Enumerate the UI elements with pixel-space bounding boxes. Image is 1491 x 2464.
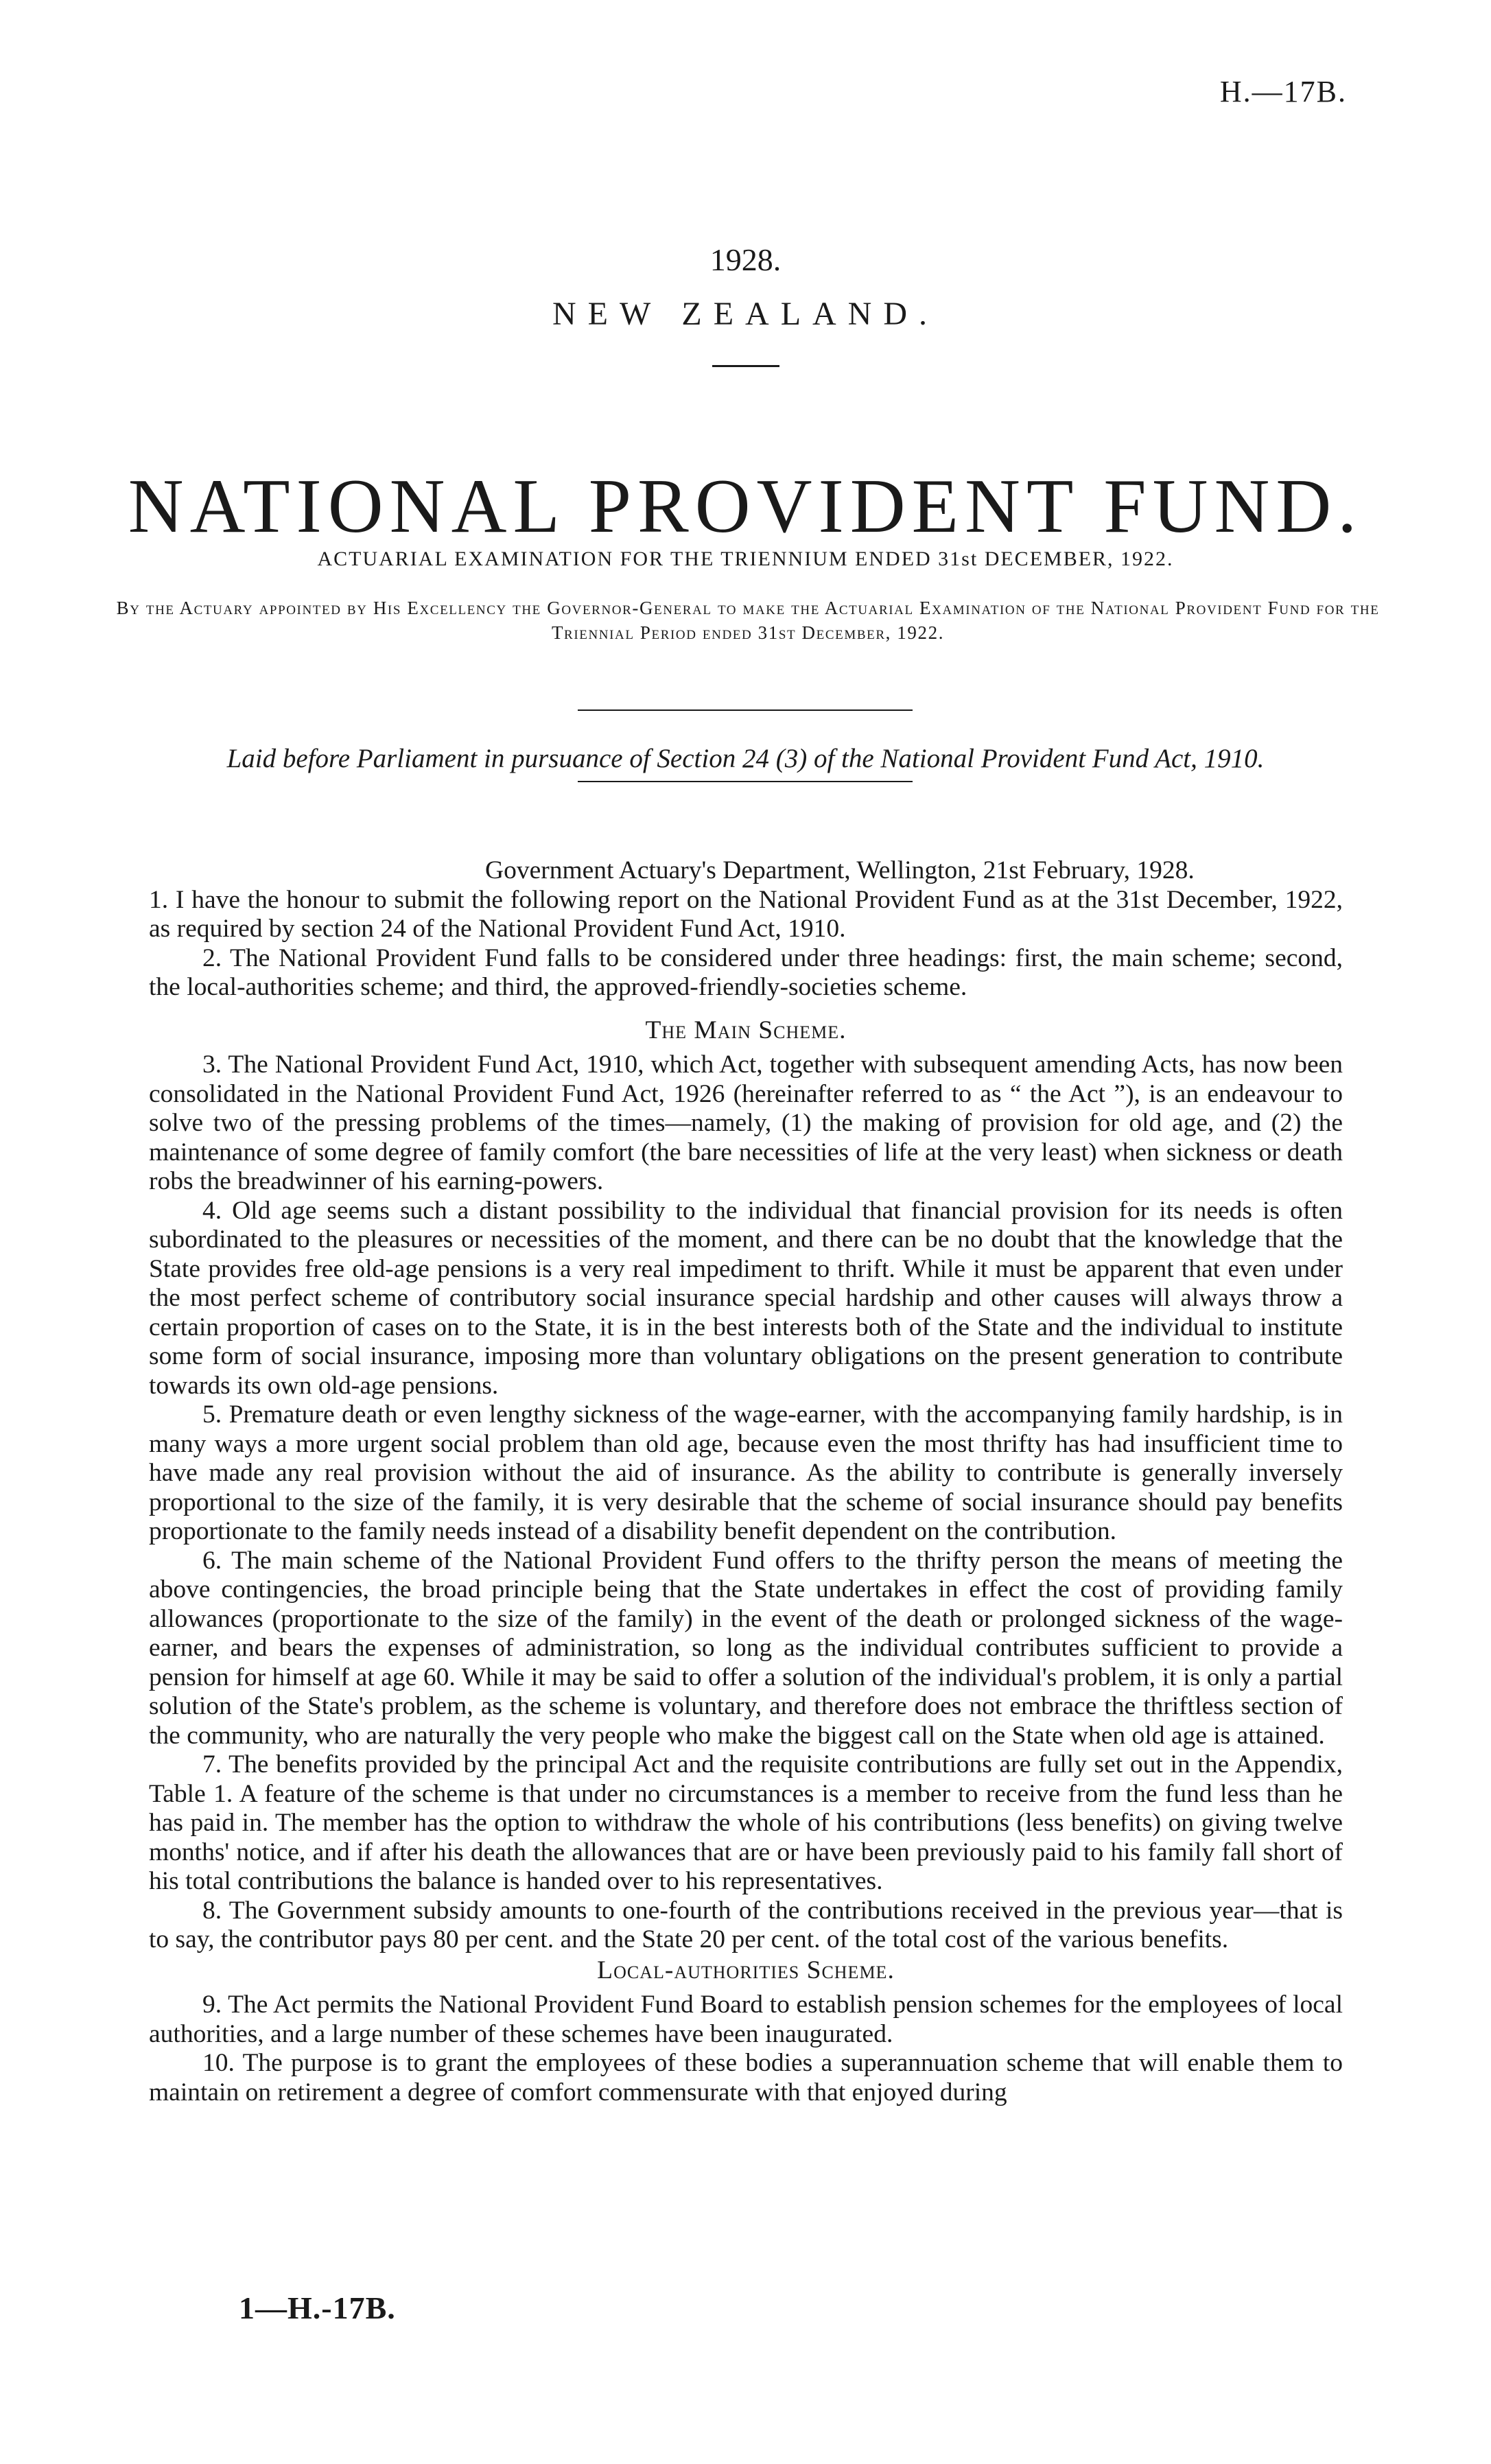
footer-signature-reference: 1—H.-17B.	[239, 2290, 396, 2325]
masthead-rule	[712, 365, 779, 367]
paragraph-7: 7. The benefits provided by the principal Act and the requisite contributions are fully set out in the Appendix, Table 1. A feature of the scheme is that under no circumstances is a member to receive from the fund less than he has paid in. The member has the option to withdraw the whole of his contributions (less benefits) on giving twelve months' notice, and if after his death the allowances that are or have been previously paid to his family fall short of his total contributions the balance is handed over to his representatives.	[149, 1750, 1343, 1895]
paragraph-9: 9. The Act permits the National Provident Fund Board to establish pension schemes for the employees of local authorities, and a large number of these schemes have been inaugurated.	[149, 1991, 1343, 2048]
paragraph-5: 5. Premature death or even lengthy sickness of the wage-earner, with the accompanying family hardship, is in many ways a more urgent social problem than old age, because even the most thrifty has had insufficient time to have made any real provision without the aid of insurance. As the ability to contribute is generally inversely proportional to the size of the family, it is very desirable that the scheme of social insurance should pay benefits proportionate to the family needs instead of a disability benefit dependent on the contribution.	[149, 1400, 1343, 1545]
laid-before-parliament: Laid before Parliament in pursuance of Section 24 (3) of the National Provident Fund Act, 1910.	[226, 744, 1265, 773]
paragraph-8: 8. The Government subsidy amounts to one-fourth of the contributions received in the previous year—that is to say, the contributor pays 80 per cent. and the State 20 per cent. of the total cost of the various benefits.	[149, 1896, 1343, 1953]
section-heading-main-scheme: The Main Scheme.	[645, 1016, 847, 1044]
report-body	[149, 856, 1343, 2107]
country-line: NEW ZEALAND.	[552, 296, 939, 332]
paragraph-3: 3. The National Provident Fund Act, 1910, which Act, together with subsequent amending Acts, has now been consolidated in the National Provident Fund Act, 1926 (hereinafter referred to as “ the Act ”), is an endeavour to solve two of the pressing problems of the times—namely, (1) the making of provision for old age, and (2) the maintenance of some degree of family comfort (the bare necessities of life at the very least) when sickness or death robs the breadwinner of his earning-powers.	[149, 1051, 1343, 1195]
document-byline: By the Actuary appointed by His Excellency the Governor-General to make the Actuarial Examination of the National Provident Fund for the Triennial Period ended 31st December, 1922.	[116, 598, 1380, 643]
lower-divider-rule	[578, 781, 913, 782]
paragraph-6: 6. The main scheme of the National Provident Fund offers to the thrifty person the means of meeting the above contingencies, the broad principle being that the State undertakes in effect the cost of providing family allowances (proportionate to the size of the family) in the event of the death or prolonged sickness of the wage-earner, and bears the expenses of administration, so long as the individual contributes sufficient to provide a pension for himself at age 60. While it may be said to offer a solution of the individual's problem, it is only a partial solution of the State's problem, as the scheme is voluntary, and therefore does not embrace the thriftless section of the community, who are naturally the very people who make the biggest call on the State when old age is attained.	[149, 1546, 1343, 1750]
paragraph-1: 1. I have the honour to submit the following report on the National Provident Fund as at the 31st December, 1922, as required by section 24 of the National Provident Fund Act, 1910.	[149, 885, 1343, 943]
page-reference: H.—17B.	[1219, 75, 1347, 108]
year-line: 1928.	[709, 242, 782, 277]
dateline: Government Actuary's Department, Wellington, 21st February, 1928.	[485, 856, 1195, 884]
section-heading-local-authorities: Local-authorities Scheme.	[597, 1956, 895, 1984]
paragraph-10: 10. The purpose is to grant the employees of these bodies a superannuation scheme that will enable them to maintain on retirement a degree of comfort commensurate with that enjoyed during	[149, 2049, 1343, 2107]
upper-divider-rule	[578, 709, 913, 711]
paragraph-4: 4. Old age seems such a distant possibility to the individual that financial provision for its needs is often subordinated to the pleasures or necessities of the moment, and there can be no doubt that the knowledge that the State provides free old-age pensions is a very real impediment to thrift. While it must be apparent that even under the most perfect scheme of contributory social insurance special hardship and other causes will always throw a certain proportion of cases on to the State, it is in the best interests both of the State and the individual to institute some form of social insurance, imposing more than voluntary obligations on the present generation to contribute towards its own old-age pensions.	[149, 1196, 1343, 1400]
document-title: NATIONAL PROVIDENT FUND.	[128, 464, 1363, 549]
document-subtitle: ACTUARIAL EXAMINATION FOR THE TRIENNIUM ENDED 31st DECEMBER, 1922.	[317, 548, 1174, 570]
paragraph-2: 2. The National Provident Fund falls to be considered under three headings: first, the main scheme; second, the local-authorities scheme; and third, the approved-friendly-societies scheme.	[149, 943, 1343, 1001]
